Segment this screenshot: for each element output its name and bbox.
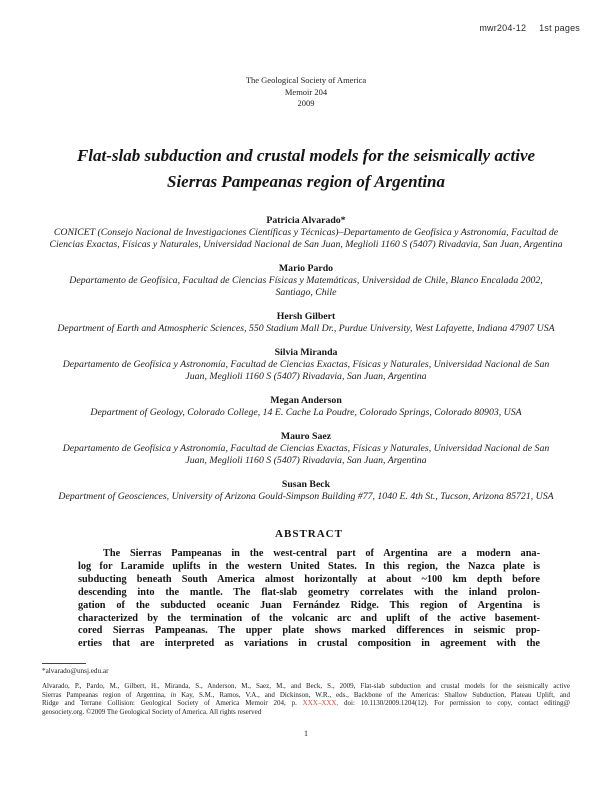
abstract-line: The Sierras Pampeanas in the west-central part of Argentina are a modern ana- [103, 548, 540, 559]
article-title-line-1: Flat-slab subduction and crustal models for the seismically active [76, 146, 536, 165]
abstract-line: erties that are interpreted as variations in crustal composition in agreement with the [78, 638, 540, 650]
author-name: Silvia Miranda [274, 347, 338, 358]
author-block-pardo [0, 263, 612, 299]
citation-line [42, 691, 570, 700]
abstract-line: cored Sierras Pampeanas. The upper plate shows marked differences in seismic prop- [78, 625, 540, 637]
author-affiliation-line: Departamento de Geofísica y Astronomía, Facultad de Ciencias Exactas, Físicas y Naturales, Universidad Nacional de San [62, 359, 550, 370]
author-affiliation-line: Department of Geosciences, University of Arizona Gould-Simpson Building #77, 1040 E. 4th St., Tucson, Arizona 85721, USA [58, 491, 554, 502]
abstract-line: characterized by the termination of the volcanic arc and uplift of the active basement- [78, 612, 540, 624]
citation-line: Alvarado, P., Pardo, M., Gilbert, H., Miranda, S., Anderson, M., Saez, M., and Beck, S., 2009, Flat-slab subduction and crustal models for the seismically active [42, 682, 570, 690]
citation-text: Ridge and Terrane Collision: Geological Society of America Memoir 204, p. [42, 699, 303, 708]
author-affiliation-line: CONICET (Consejo Nacional de Investigaciones Científicas y Técnicas)–Departamento de Geofísica y Astronomía, Facultad de [53, 227, 559, 238]
citation-block [42, 682, 570, 716]
author-affiliation-line: Departamento de Geofísica, Facultad de Ciencias Físicas y Matemáticas, Universidad de Chile, Blanco Encalada 2002, [69, 275, 543, 286]
abstract-line: log for Laramide uplifts in the western United States. In this region, the Nazca plate is [78, 560, 540, 572]
citation-page-range-placeholder: XXX–XXX, [302, 699, 339, 708]
author-affiliation-line: Juan, Meglioli 1160 S (5407) Rivadavia, San Juan, Argentina [185, 455, 427, 466]
author-affiliation-line: Santiago, Chile [275, 287, 337, 298]
author-block-anderson [0, 395, 612, 419]
proof-stage-label: 1st pages [539, 23, 580, 33]
citation-line: geosociety.org. ©2009 The Geological Society of America. All rights reserved [42, 707, 262, 716]
author-affiliation-line: Juan, Meglioli 1160 S (5407) Rivadavia, San Juan, Argentina [185, 371, 427, 382]
author-affiliation-line: Ciencias Exactas, Físicas y Naturales, Universidad Nacional de San Juan, Meglioli 1160 S (5407) Rivadavia, San Juan, Argentina [49, 239, 563, 250]
page-number: 1 [303, 728, 309, 738]
author-name: Patricia Alvarado* [266, 215, 346, 226]
author-block-saez [0, 431, 612, 467]
author-affiliation-line: Departamento de Geofísica y Astronomía, Facultad de Ciencias Exactas, Físicas y Naturales, Universidad Nacional de San [62, 443, 550, 454]
author-name: Mauro Saez [280, 431, 332, 442]
author-block-alvarado [0, 215, 612, 251]
author-block-miranda [0, 347, 612, 383]
article-title-line-2: Sierras Pampeanas region of Argentina [166, 172, 446, 191]
author-affiliation-line: Department of Earth and Atmospheric Sciences, 550 Stadium Mall Dr., Purdue University, West Lafayette, Indiana 47907 USA [57, 323, 555, 334]
volume-line: Memoir 204 [284, 86, 328, 97]
abstract-line: descending into the mantle. The flat-slab geometry correlates with the inland prolon- [78, 586, 540, 598]
imprint-block [0, 75, 612, 110]
author-block-gilbert [0, 311, 612, 335]
citation-in-marker: in [170, 690, 177, 699]
year-line: 2009 [297, 98, 315, 108]
citation-text: Kay, S.M., Ramos, V.A., and Dickinson, W.R., eds., Backbone of the Americas: Shallow Subduction, Plateau Uplift, and [176, 690, 571, 699]
author-name: Susan Beck [281, 479, 331, 490]
corresponding-author-email: *alvarado@unsj.edu.ar [42, 667, 109, 675]
author-affiliation-line: Department of Geology, Colorado College, 14 E. Cache La Poudre, Colorado Springs, Colorado 80903, USA [90, 407, 522, 418]
manuscript-code: mwr204-12 [479, 23, 527, 33]
footnote-rule [42, 663, 86, 664]
author-block-beck [0, 479, 612, 503]
citation-line [42, 699, 570, 708]
citation-text: Sierras Pampeanas region of Argentina, [42, 690, 171, 699]
author-name: Megan Anderson [270, 395, 342, 406]
author-name: Mario Pardo [278, 263, 334, 274]
publisher-line: The Geological Society of America [245, 75, 367, 85]
citation-text: doi: 10.1130/2009.1204(12). For permission to copy, contact editing@ [338, 699, 570, 708]
author-name: Hersh Gilbert [276, 311, 336, 322]
abstract-body [78, 548, 540, 651]
abstract-line: subducting beneath South America almost horizontally at about ~100 km depth before [78, 573, 540, 585]
author-list [0, 215, 612, 515]
article-title [0, 143, 612, 195]
abstract-heading: ABSTRACT [275, 528, 343, 540]
running-header [479, 23, 580, 33]
abstract-line: gation of the subducted oceanic Juan Fernández Ridge. This region of Argentina is [78, 599, 540, 611]
